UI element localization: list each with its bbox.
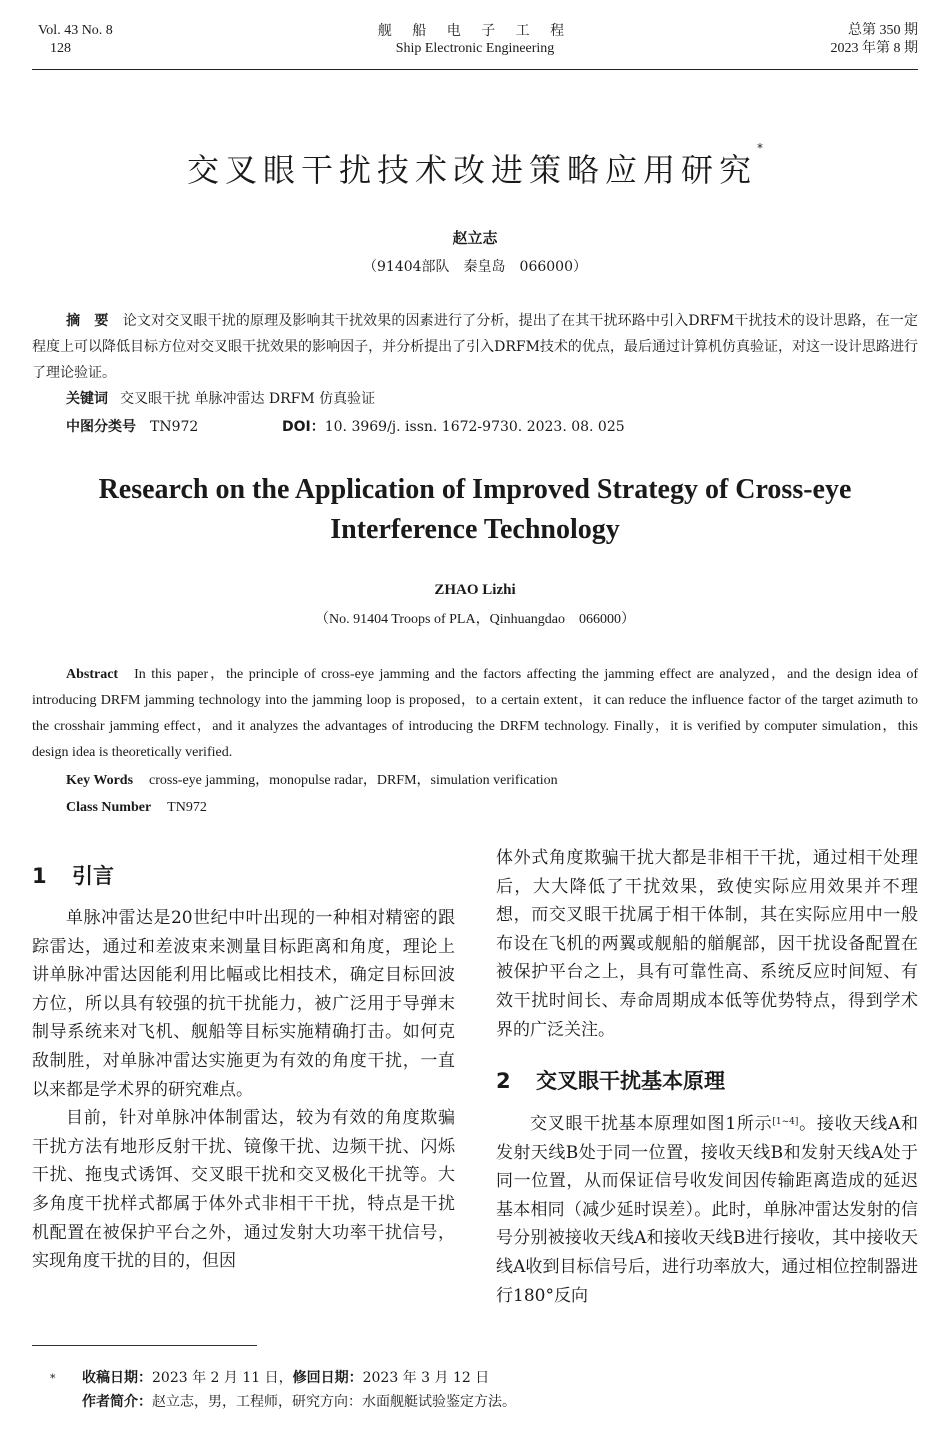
en-title: Research on the Application of Improved Strategy of Cross-eye Interference Technology bbox=[98, 474, 852, 545]
sec2-paragraph-1-start: 交叉眼干扰基本原理如图1所示 bbox=[530, 1114, 773, 1134]
en-abstract-label: Abstract bbox=[66, 667, 119, 682]
cn-title-footnote-mark: * bbox=[757, 141, 763, 155]
section-1-title: 引言 bbox=[72, 864, 114, 888]
revised-label: 修回日期： bbox=[292, 1370, 363, 1386]
header-volume: Vol. 43 No. 8 bbox=[38, 23, 113, 38]
header-page-number: 128 bbox=[50, 41, 71, 56]
header-issue-block bbox=[831, 22, 919, 58]
section-2-number: 2 bbox=[496, 1069, 511, 1093]
cn-title bbox=[0, 141, 950, 191]
revised-date: 2023 年 3 月 12 日 bbox=[362, 1370, 490, 1386]
cn-abstract-label: 摘 要 bbox=[66, 313, 109, 329]
section-1-heading bbox=[32, 860, 114, 890]
header-journal-en: Ship Electronic Engineering bbox=[395, 41, 555, 56]
footnote-star: * bbox=[50, 1372, 56, 1385]
cn-keywords-text: 交叉眼干扰 单脉冲雷达 DRFM 仿真验证 bbox=[120, 391, 376, 407]
left-column bbox=[32, 904, 455, 1276]
cn-class bbox=[66, 416, 198, 438]
author-info-label: 作者简介： bbox=[82, 1394, 152, 1410]
sec1-paragraph-1: 单脉冲雷达是20世纪中叶出现的一种相对精密的跟踪雷达，通过和差波束来测量目标距离和角度，理论上讲单脉冲雷达因能利用比幅或比相技术，确定目标回波方位，所以具有较强的抗干扰能力，被广泛用于导弹末制导系统来对飞机、舰船等目标实施精确打击。如何克敌制胜，对单脉冲雷达实施更为有效的角度干扰，一直以来都是学术界的研究难点。 bbox=[32, 908, 455, 1100]
received-date: 2023 年 2 月 11 日， bbox=[152, 1370, 293, 1386]
cn-author: 赵立志 bbox=[452, 229, 498, 247]
sec2-citation: [1~4] bbox=[772, 1117, 799, 1127]
section-2-title: 交叉眼干扰基本原理 bbox=[536, 1069, 725, 1093]
header-issue: 2023 年第 8 期 bbox=[830, 41, 918, 56]
en-class bbox=[66, 797, 207, 819]
footnote-author bbox=[82, 1390, 516, 1414]
header-rule bbox=[32, 69, 918, 70]
cn-keywords bbox=[66, 388, 375, 410]
cn-keywords-label: 关键词 bbox=[66, 391, 108, 407]
en-class-label: Class Number bbox=[66, 800, 152, 815]
header-total-issue: 总第 350 期 bbox=[848, 23, 918, 38]
cn-doi-label: DOI： bbox=[282, 419, 325, 435]
en-affiliation: （No. 91404 Troops of PLA，Qinhuangdao 066000） bbox=[314, 612, 636, 627]
en-abstract bbox=[32, 662, 918, 766]
cn-class-label: 中图分类号 bbox=[66, 419, 136, 435]
cn-abstract bbox=[32, 308, 918, 386]
author-info: 赵立志，男，工程师，研究方向：水面舰艇试验鉴定方法。 bbox=[152, 1394, 516, 1410]
cn-affiliation: （91404部队 秦皇岛 066000） bbox=[363, 259, 587, 275]
cn-abstract-text: 论文对交叉眼干扰的原理及影响其干扰效果的因素进行了分析，提出了在其干扰环路中引入DRFM干扰技术的设计思路，在一定程度上可以降低目标方位对交叉眼干扰效果的影响因子，并分析提出了引入DRFM技术的优点，最后通过计算机仿真验证，对这一设计思路进行了理论验证。 bbox=[32, 313, 919, 381]
en-class-number: TN972 bbox=[167, 800, 207, 815]
sec1-paragraph-3: 体外式角度欺骗干扰大都是非相干干扰，通过相干处理后，大大降低了干扰效果，致使实际应用效果并不理想，而交叉眼干扰属于相干体制，其在实际应用中一般布设在飞机的两翼或舰船的艏艉部，因干扰设备配置在被保护平台之上，具有可靠性高、系统反应时间短、有效干扰时间长、寿命周期成本低等优势特点，得到学术界的广泛关注。 bbox=[496, 848, 918, 1040]
sec2-paragraph-1-rest: 。接收天线A和发射天线B处于同一位置，接收天线B和发射天线A处于同一位置，从而保证信号收发间因传输距离造成的延迟基本相同（减少延时误差）。此时，单脉冲雷达发射的信号分别被接收天线A和接收天线B进行接收，其中接收天线A收到目标信号后，进行功率放大，通过相位控制器进行180°反向 bbox=[496, 1114, 918, 1306]
en-author: ZHAO Lizhi bbox=[434, 582, 516, 598]
section-2-body bbox=[496, 1110, 918, 1310]
en-keywords bbox=[66, 770, 558, 792]
cn-title-text: 交叉眼干扰技术改进策略应用研究 bbox=[186, 151, 757, 189]
sec2-paragraph-1 bbox=[496, 1110, 918, 1310]
footnote-dates bbox=[50, 1366, 489, 1391]
en-keywords-label: Key Words bbox=[66, 773, 134, 788]
right-column bbox=[496, 844, 918, 1044]
cn-doi bbox=[282, 416, 625, 438]
footnote-rule bbox=[32, 1345, 257, 1346]
received-label: 收稿日期： bbox=[82, 1370, 152, 1386]
cn-class-number: TN972 bbox=[150, 419, 199, 435]
header-journal-block bbox=[0, 22, 950, 58]
sec1-paragraph-2: 目前，针对单脉冲体制雷达，较为有效的角度欺骗干扰方法有地形反射干扰、镜像干扰、边频干扰、闪烁干扰、拖曳式诱饵、交叉眼干扰和交叉极化干扰等。大多角度干扰样式都属于体外式非相干干扰，特点是干扰机配置在被保护平台之外，通过发射大功率干扰信号，实现角度干扰的目的，但因 bbox=[32, 1108, 455, 1272]
cn-doi-value: 10. 3969/j. issn. 1672-9730. 2023. 08. 025 bbox=[324, 419, 625, 435]
header-journal-cn: 舰 船 电 子 工 程 bbox=[377, 23, 573, 39]
en-abstract-text: In this paper，the principle of cross-eye jamming and the factors affecting the jamming effect are analyzed，and the design idea of introducing DRFM jamming technology into the jamming loop is proposed，to a certain extent，it can reduce the influence factor of the target azimuth to the crosshair jamming effect，and it analyzes the advantages of introducing the DRFM technology. Finally，it is verified by computer simulation，this design idea is theoretically verified. bbox=[32, 667, 918, 760]
section-1-number: 1 bbox=[32, 864, 47, 888]
en-keywords-text: cross-eye jamming，monopulse radar，DRFM，simulation verification bbox=[149, 773, 558, 788]
section-2-heading bbox=[496, 1065, 725, 1095]
